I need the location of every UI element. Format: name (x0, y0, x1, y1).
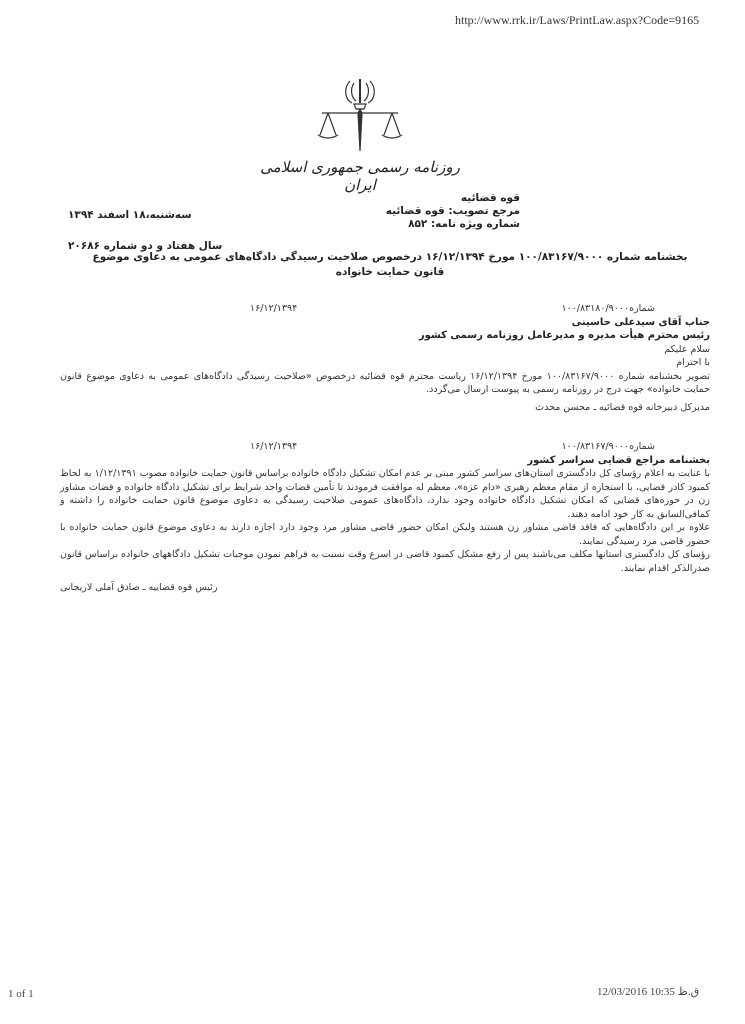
cover-letter-body: تصویر بخشنامه شماره ۱۰۰/۸۳۱۶۷/۹۰۰۰ مورخ ۱۶/۱۲/۱۳۹۴ ریاست محترم قوه قضائیه درخصوص «صلاحیت رسیدگی دادگاه‌های عمومی به دعاوی موضوع قانون حمایت خانواده» جهت درج در روزنامه رسمی به پیوست ارسال می‌گردد. (60, 370, 710, 395)
recipient-name: جناب آقای سیدعلی حاسینی (571, 316, 710, 328)
cover-letter-signature: مدیرکل دبیرخانه قوه قضائیه ـ محسن محدث (535, 401, 710, 413)
circular-date: ۱۶/۱۲/۱۳۹۴ (250, 441, 298, 452)
circular-paragraph-2: علاوه بر این دادگاه‌هایی که فاقد قاضی مشاور زن هستند ولیکن امکان حضور قاضی مشاور مرد وجود دارد اجازه دارند به دعاوی موضوع قانون حمایت خانواده با حضور قاضی مرد رسیدگی نمایند. (60, 522, 710, 547)
cover-letter (60, 302, 710, 414)
recipient-title: رئیس محترم هیأت مدیره و مدیرعامل روزنامه رسمی کشور (418, 330, 710, 341)
cover-letter-header (60, 302, 710, 316)
year-issue-number: سال هفتاد و دو شماره ۲۰۶۸۶ (68, 240, 223, 252)
gazette-masthead: روزنامه رسمی جمهوری اسلامی ایران (260, 158, 460, 194)
letter-date: ۱۶/۱۲/۱۳۹۴ (250, 303, 298, 314)
approval-authority: مرجع تصویب: قوه قضائیه (385, 205, 520, 217)
circular-number: شماره۱۰۰/۸۳۱۶۷/۹۰۰۰ (561, 441, 655, 452)
print-timestamp: 12/03/2016 10:35 ق.ظ (597, 986, 700, 998)
special-issue-number: شماره ویژه نامه: ۸۵۲ (408, 218, 520, 230)
title-line-1: بخشنامه شماره ۱۰۰/۸۳۱۶۷/۹۰۰۰ مورخ ۱۶/۱۲/۱۳۹۴ درخصوص صلاحیت رسیدگی دادگاه‌های عمومی به دعاوی موضوع (92, 251, 688, 263)
issue-date: سه‌شنبه،۱۸ اسفند ۱۳۹۴ (68, 209, 192, 221)
circular-heading: بخشنامه مراجع قضایی سراسر کشور (527, 454, 710, 466)
greeting: سلام علیکم (664, 343, 710, 355)
salutation: با احترام (676, 357, 710, 368)
signature-text: رئیس قوه قضاییه ـ صادق آملی لاریجانی (60, 582, 218, 593)
document-title (70, 250, 710, 280)
iran-emblem-icon (310, 73, 410, 163)
title-line-2: قانون حمایت خانواده (335, 266, 445, 278)
circular-paragraph-3: رؤسای کل دادگستری استانها مکلف می‌باشند پس از رفع مشکل کمبود قاضی در اسرع وقت نسبت به فراهم نمودن موجبات تشکیل دادگاههای خانواده براساس قانون صدرالذکر اقدام نمایند. (60, 549, 710, 574)
circular-header (60, 440, 710, 454)
issuer: قوه قضائیه (460, 192, 520, 204)
page-indicator: 1 of 1 (8, 988, 34, 1000)
issuer-block (386, 192, 520, 231)
letter-number: شماره۱۰۰/۸۳۱۸۰/۹۰۰۰ (561, 303, 655, 314)
circular-paragraph-1: با عنایت به اعلام رؤسای کل دادگستری استان‌های سراسر کشور مبنی بر عدم امکان تشکیل دادگاه خانواده براساس قانون حمایت خانواده مصوب ۱/۱۲/۱۳۹۱ به لحاظ کمبود کادر قضایی، با استجازه از مقام معظم رهبری «دام عزه»، معظم له موافقت فرمودند تا تأمین قضات واجد شرایط برای تشکیل دادگاه خانواده و قضات مشاور زن در حوزه‌های قضایی که امکان تشکیل دادگاه خانواده وجود ندارد، دادگاه‌های عمومی صلاحیت رسیدگی به دعاوی موضوع قانون حمایت خانواده را داشته و کمافی‌السابق به کار خود ادامه دهند. (60, 468, 711, 520)
circular-letter (60, 440, 710, 595)
page-url: http://www.rrk.ir/Laws/PrintLaw.aspx?Code=9165 (455, 13, 700, 27)
circular-signature (60, 581, 710, 595)
